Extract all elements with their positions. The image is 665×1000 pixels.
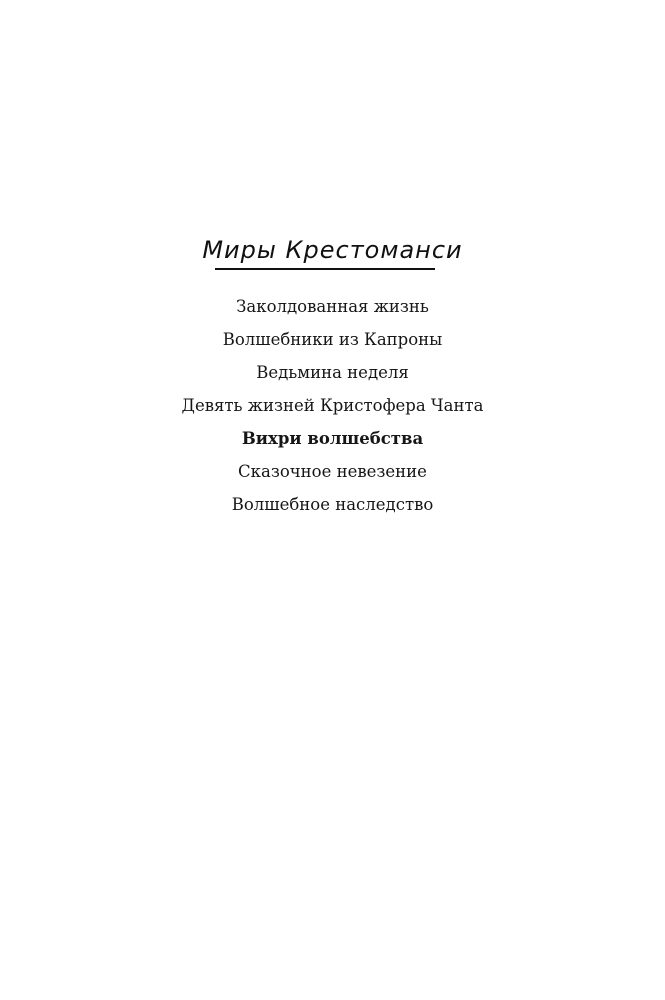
book-title: Сказочное невезение — [238, 462, 427, 481]
book-title-current: Вихри волшебства — [241, 429, 424, 448]
book-title: Волшебное наследство — [231, 495, 434, 514]
book-title: Ведьмина неделя — [256, 363, 409, 382]
book-title: Заколдованная жизнь — [236, 297, 429, 316]
title-underline — [215, 268, 435, 270]
series-title: Миры Крестоманси — [202, 236, 463, 264]
book-title: Волшебники из Капроны — [222, 330, 443, 349]
book-title: Девять жизней Кристофера Чанта — [181, 396, 484, 415]
book-list — [0, 290, 665, 521]
